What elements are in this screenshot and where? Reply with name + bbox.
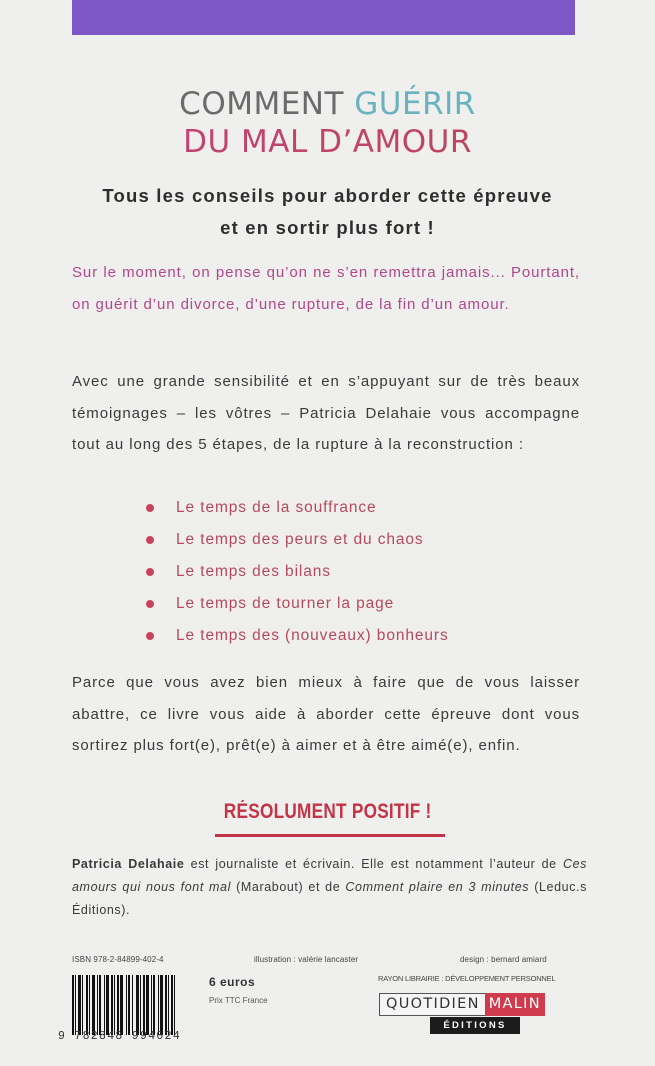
stage-item <box>146 588 449 620</box>
bio-text: (Marabout) et de <box>231 880 346 894</box>
bullet-icon <box>146 504 154 512</box>
slogan-text: RÉSOLUMENT POSITIF ! <box>223 800 432 823</box>
design-credit: design : bernard amiard <box>460 955 547 964</box>
bullet-icon <box>146 632 154 640</box>
author-bio <box>72 853 587 922</box>
logo-malin: MALIN <box>485 993 545 1016</box>
book-title: Comment plaire en 3 minutes <box>345 880 530 894</box>
intro-paragraph: Sur le moment, on pense qu’on ne s’en remettra jamais... Pourtant, on guérit d’un divorce, d’une rupture, de la fin d’un amour. <box>72 264 580 313</box>
tagline-line2: et en sortir plus fort ! <box>220 217 435 238</box>
stage-item <box>146 620 449 652</box>
illustration-credit: illustration : valérie lancaster <box>254 955 359 964</box>
price: 6 euros <box>209 975 256 989</box>
stage-label: Le temps des (nouveaux) bonheurs <box>176 627 449 644</box>
shelf-category: RAYON LIBRAIRIE : DÉVELOPPEMENT PERSONNEL <box>378 974 556 983</box>
bullet-icon <box>146 536 154 544</box>
publisher-logo <box>379 993 545 1016</box>
price-note: Prix TTC France <box>209 996 268 1005</box>
slogan <box>0 800 655 824</box>
stage-label: Le temps des peurs et du chaos <box>176 531 424 548</box>
stage-label: Le temps de tourner la page <box>176 595 395 612</box>
book-title-line1 <box>0 86 655 122</box>
stage-item <box>146 524 449 556</box>
stage-label: Le temps de la souffrance <box>176 499 377 516</box>
closing-paragraph: Parce que vous avez bien mieux à faire que de vous laisser abattre, ce livre vous aide à aborder cette épreuve dont vous sortirez plus fort(e), prêt(e) à aimer et à être aimé(e), enfin. <box>72 674 580 754</box>
bullet-icon <box>146 568 154 576</box>
stages-list <box>146 492 449 652</box>
bullet-icon <box>146 600 154 608</box>
stage-item <box>146 492 449 524</box>
author-name: Patricia Delahaie <box>72 857 185 871</box>
barcode-digits: 9 782848 994024 <box>58 1030 182 1043</box>
tagline-line1: Tous les conseils pour aborder cette épreuve <box>102 185 553 206</box>
title-comment: COMMENT <box>179 86 355 122</box>
bio-text: (Leduc.s Éditions). <box>72 880 587 917</box>
logo-editions: ÉDITIONS <box>430 1017 520 1034</box>
main-paragraph: Avec une grande sensibilité et en s’appuyant sur de très beaux témoignages – les vôtres – Patricia Delahaie vous accompagne tout au long des 5 étapes, de la rupture à la reconstruction : <box>72 373 580 453</box>
top-color-band <box>72 0 575 35</box>
book-title: Ces amours qui nous font mal <box>72 857 587 894</box>
bio-text: est journaliste et écrivain. Elle est notamment l’auteur de <box>184 857 563 871</box>
tagline <box>0 180 655 244</box>
stage-label: Le temps des bilans <box>176 563 331 580</box>
barcode-icon <box>72 975 200 1035</box>
isbn: ISBN 978-2-84899-402-4 <box>72 955 164 964</box>
stage-item <box>146 556 449 588</box>
logo-quotidien: QUOTIDIEN <box>379 993 485 1016</box>
title-guerir: GUÉRIR <box>354 86 476 122</box>
slogan-underline <box>215 834 445 837</box>
book-title-line2: DU MAL D’AMOUR <box>0 124 655 160</box>
